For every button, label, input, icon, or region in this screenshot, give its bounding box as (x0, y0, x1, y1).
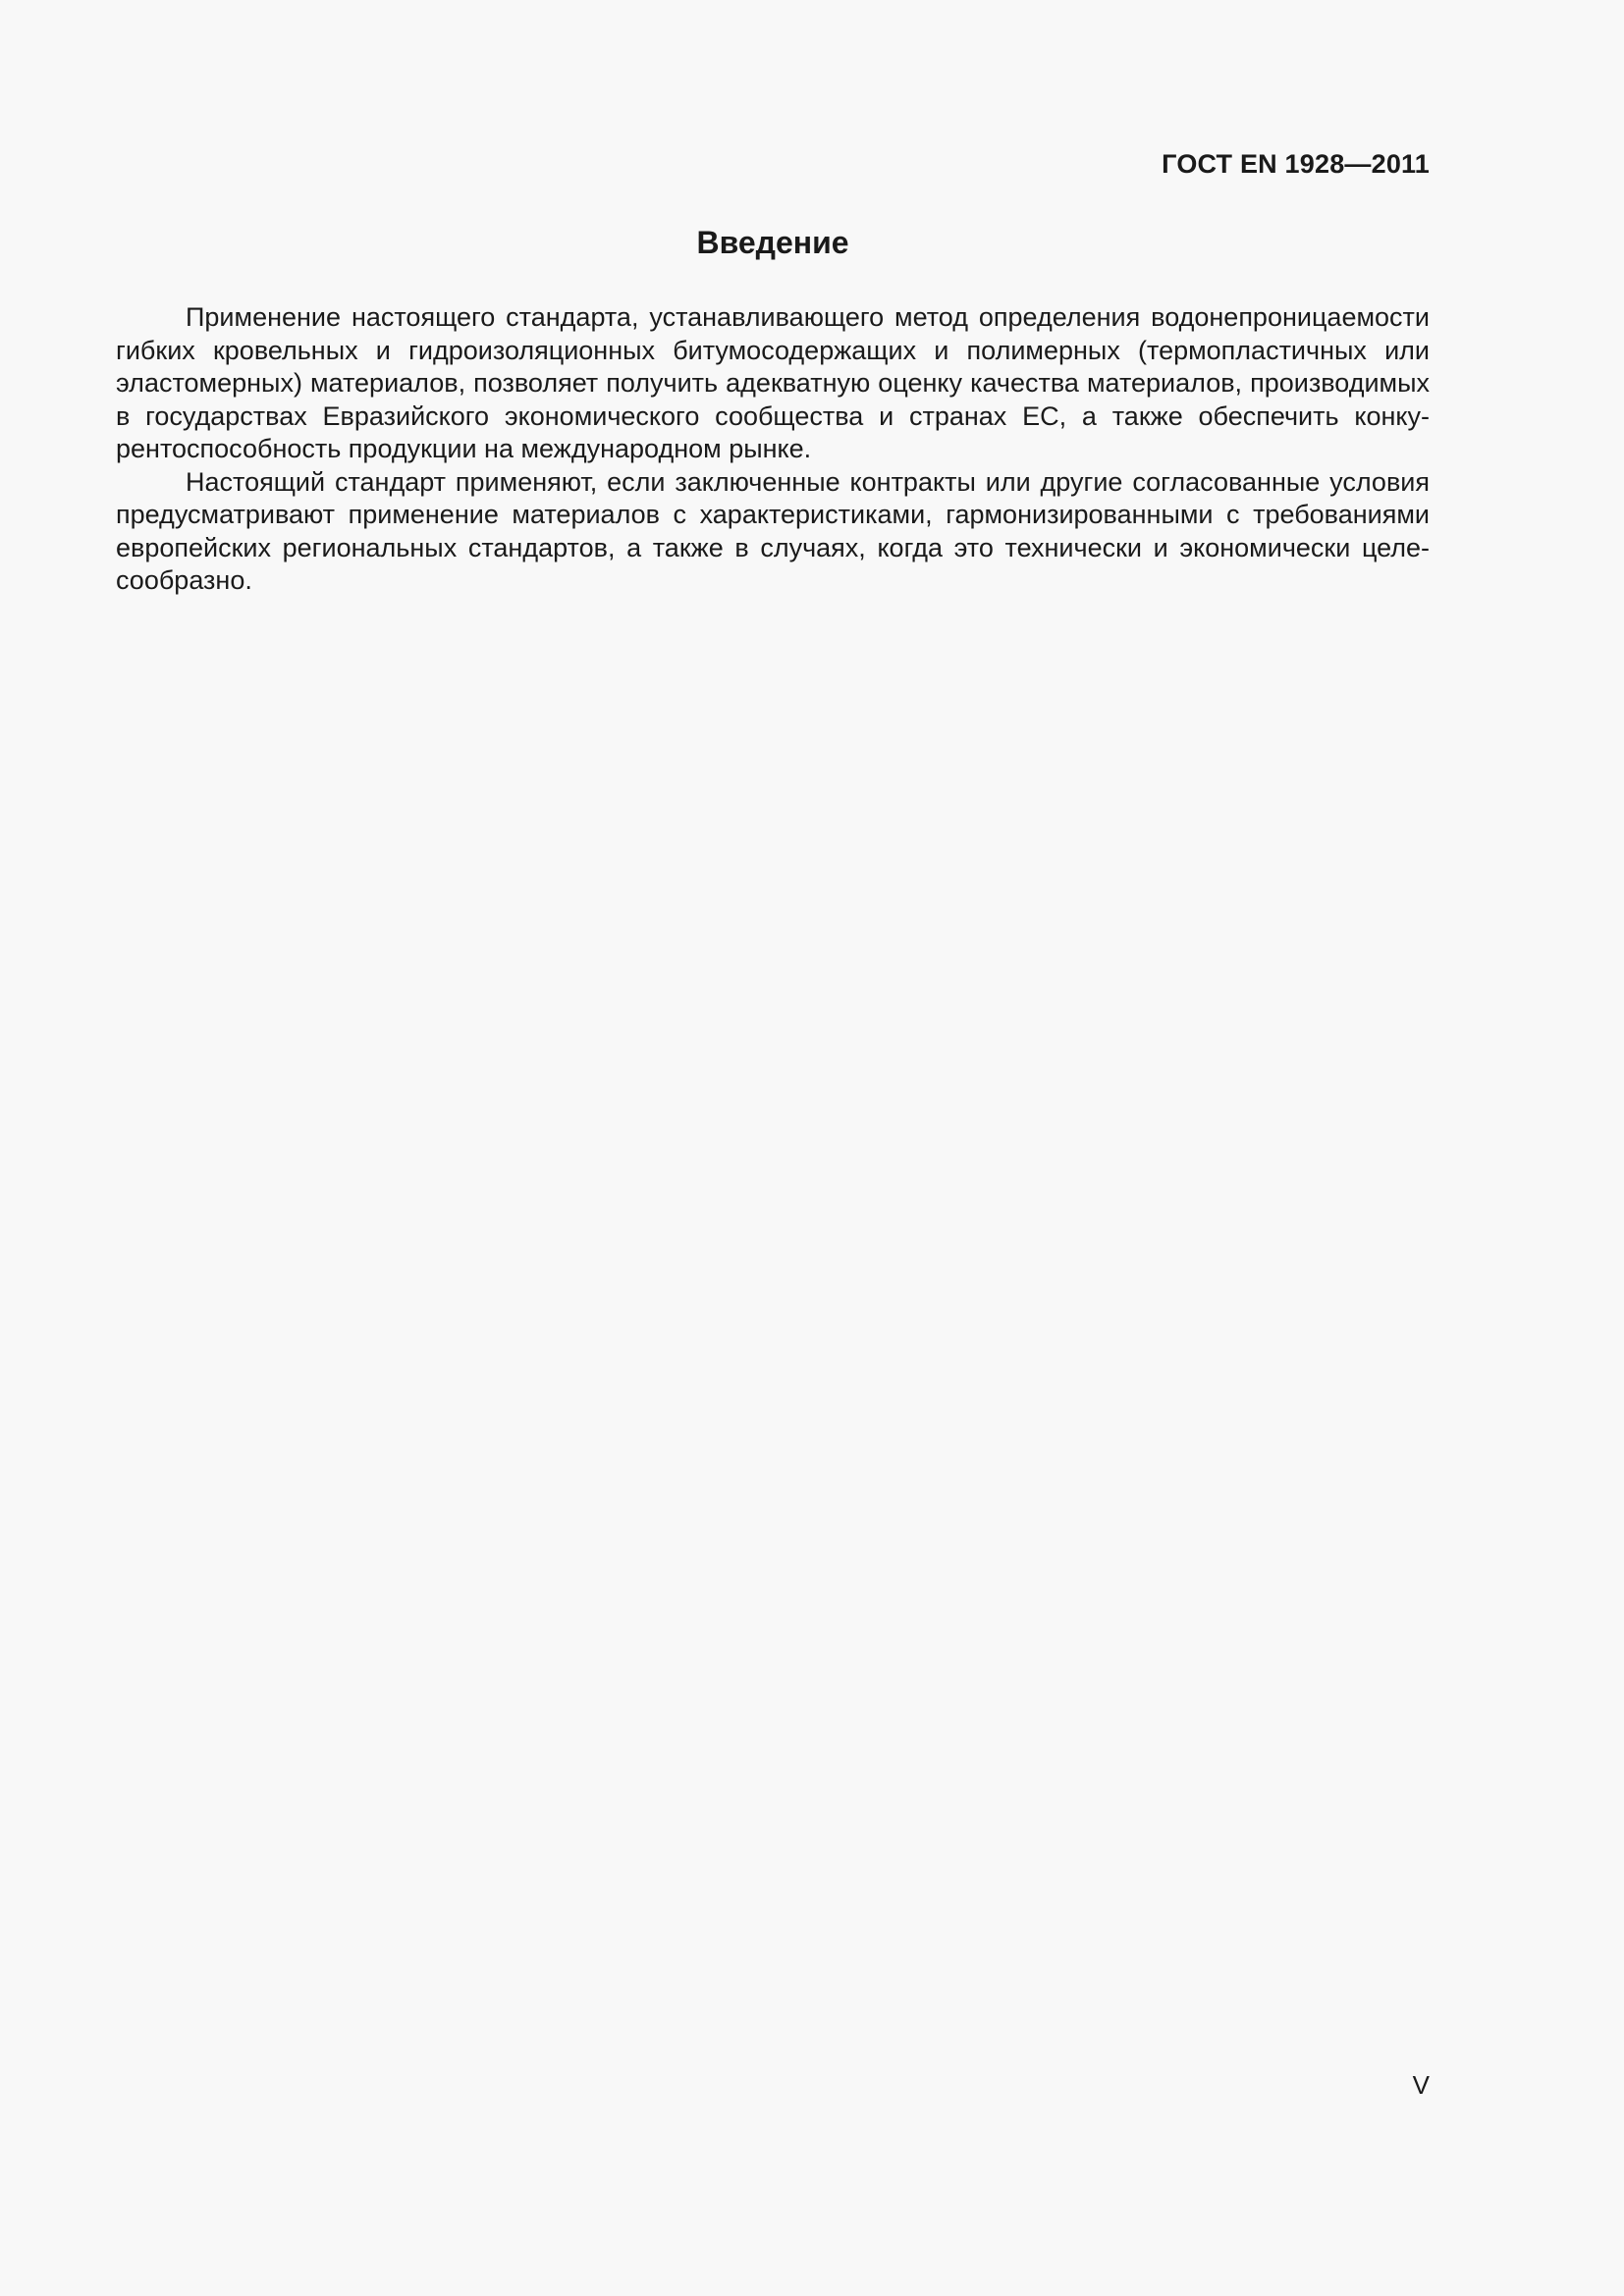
page-number: V (1412, 2070, 1430, 2100)
section-title: Введение (696, 225, 849, 260)
document-code: ГОСТ EN 1928—2011 (1162, 149, 1430, 179)
paragraph-2: Настоящий стандарт применяют, если заключенные контракты или другие согласованные условия предусматривают применение материалов с характеристиками, гармонизированными с требованиями европейских региональных стандартов, а также в случаях, когда это технически и экономически целесообразно. (116, 466, 1430, 595)
paragraph-1: Применение настоящего стандарта, устанавливающего метод определения водонепроницаемости гибких кровельных и гидроизоляционных битумосодержащих и полимерных (термопластичных или эластомерных) материалов, позволяет получить адекватную оценку качества материалов, производимых в государствах Евразийского экономического сообщества и странах ЕС, а также обеспечить конкурентоспособность продукции на международном рынке. (116, 302, 1430, 463)
section-body (116, 301, 1430, 598)
